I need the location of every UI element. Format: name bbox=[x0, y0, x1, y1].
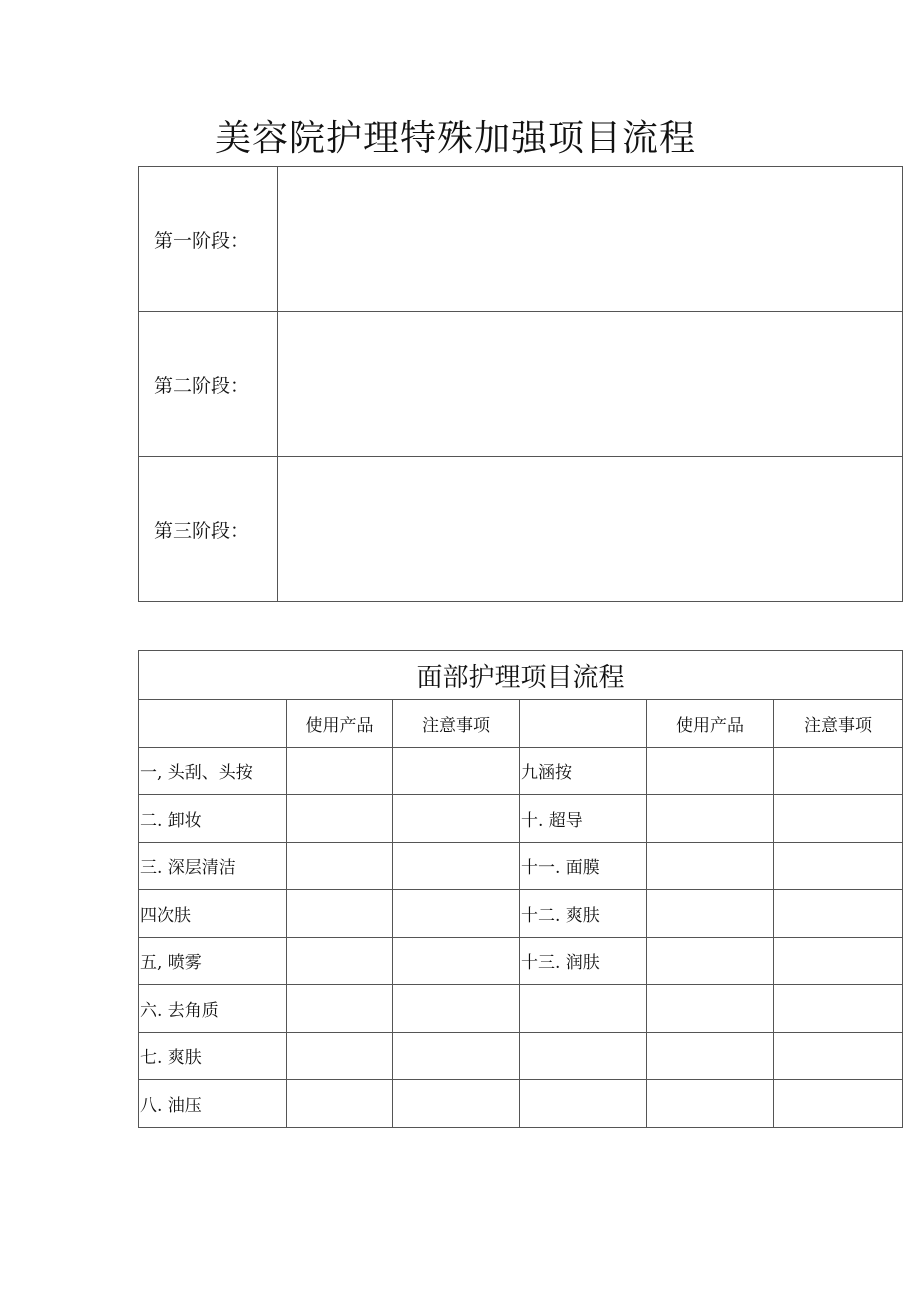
product-cell[interactable] bbox=[287, 937, 393, 985]
step-label: 六. 去角质 bbox=[139, 985, 287, 1033]
product-cell[interactable] bbox=[647, 890, 774, 938]
product-cell[interactable] bbox=[647, 795, 774, 843]
product-cell[interactable] bbox=[647, 1032, 774, 1080]
stage-content-cell[interactable] bbox=[278, 457, 903, 602]
notes-cell[interactable] bbox=[774, 937, 903, 985]
product-cell[interactable] bbox=[647, 937, 774, 985]
stage-row bbox=[139, 457, 903, 602]
notes-cell[interactable] bbox=[774, 795, 903, 843]
step-label: 一, 头刮、头按 bbox=[139, 747, 287, 795]
table-row bbox=[139, 1032, 903, 1080]
step-label: 十. 超导 bbox=[520, 795, 647, 843]
notes-cell[interactable] bbox=[393, 842, 520, 890]
table-row bbox=[139, 890, 903, 938]
stage-label: 第一阶段： bbox=[139, 167, 278, 312]
product-cell[interactable] bbox=[647, 747, 774, 795]
notes-cell[interactable] bbox=[393, 1032, 520, 1080]
step-label: 七. 爽肤 bbox=[139, 1032, 287, 1080]
product-cell[interactable] bbox=[647, 985, 774, 1033]
table-row bbox=[139, 985, 903, 1033]
step-label bbox=[520, 1080, 647, 1128]
table-row bbox=[139, 842, 903, 890]
product-cell[interactable] bbox=[287, 1032, 393, 1080]
step-label: 九涵按 bbox=[520, 747, 647, 795]
product-cell[interactable] bbox=[287, 842, 393, 890]
notes-cell[interactable] bbox=[393, 937, 520, 985]
step-label bbox=[520, 985, 647, 1033]
notes-cell[interactable] bbox=[774, 842, 903, 890]
stage-content-cell[interactable] bbox=[278, 312, 903, 457]
product-cell[interactable] bbox=[287, 890, 393, 938]
table-row bbox=[139, 937, 903, 985]
column-header bbox=[139, 700, 287, 748]
table-title-row bbox=[139, 651, 903, 700]
notes-cell[interactable] bbox=[393, 890, 520, 938]
notes-cell[interactable] bbox=[393, 795, 520, 843]
facial-process-table bbox=[138, 650, 903, 1128]
product-cell[interactable] bbox=[647, 842, 774, 890]
stage-label: 第二阶段： bbox=[139, 312, 278, 457]
notes-cell[interactable] bbox=[774, 1080, 903, 1128]
table-header-row bbox=[139, 700, 903, 748]
step-label: 五, 喷雾 bbox=[139, 937, 287, 985]
column-header-products: 使用产品 bbox=[287, 700, 393, 748]
notes-cell[interactable] bbox=[393, 1080, 520, 1128]
notes-cell[interactable] bbox=[774, 1032, 903, 1080]
notes-cell[interactable] bbox=[393, 985, 520, 1033]
table-row bbox=[139, 1080, 903, 1128]
step-label: 二. 卸妆 bbox=[139, 795, 287, 843]
table-row bbox=[139, 795, 903, 843]
page-title: 美容院护理特殊加强项目流程 bbox=[215, 118, 697, 159]
table-title: 面部护理项目流程 bbox=[139, 651, 903, 700]
step-label: 十一. 面膜 bbox=[520, 842, 647, 890]
column-header-notes: 注意事项 bbox=[393, 700, 520, 748]
stage-table bbox=[138, 166, 903, 602]
column-header-notes: 注意事项 bbox=[774, 700, 903, 748]
notes-cell[interactable] bbox=[774, 890, 903, 938]
table-row bbox=[139, 747, 903, 795]
step-label: 十二. 爽肤 bbox=[520, 890, 647, 938]
product-cell[interactable] bbox=[647, 1080, 774, 1128]
column-header bbox=[520, 700, 647, 748]
step-label: 三. 深层清洁 bbox=[139, 842, 287, 890]
notes-cell[interactable] bbox=[774, 747, 903, 795]
product-cell[interactable] bbox=[287, 1080, 393, 1128]
stage-content-cell[interactable] bbox=[278, 167, 903, 312]
notes-cell[interactable] bbox=[393, 747, 520, 795]
step-label bbox=[520, 1032, 647, 1080]
column-header-products: 使用产品 bbox=[647, 700, 774, 748]
product-cell[interactable] bbox=[287, 795, 393, 843]
step-label: 十三. 润肤 bbox=[520, 937, 647, 985]
stage-row bbox=[139, 167, 903, 312]
step-label: 四次肤 bbox=[139, 890, 287, 938]
stage-label: 第三阶段： bbox=[139, 457, 278, 602]
notes-cell[interactable] bbox=[774, 985, 903, 1033]
step-label: 八. 油压 bbox=[139, 1080, 287, 1128]
stage-row bbox=[139, 312, 903, 457]
product-cell[interactable] bbox=[287, 747, 393, 795]
product-cell[interactable] bbox=[287, 985, 393, 1033]
